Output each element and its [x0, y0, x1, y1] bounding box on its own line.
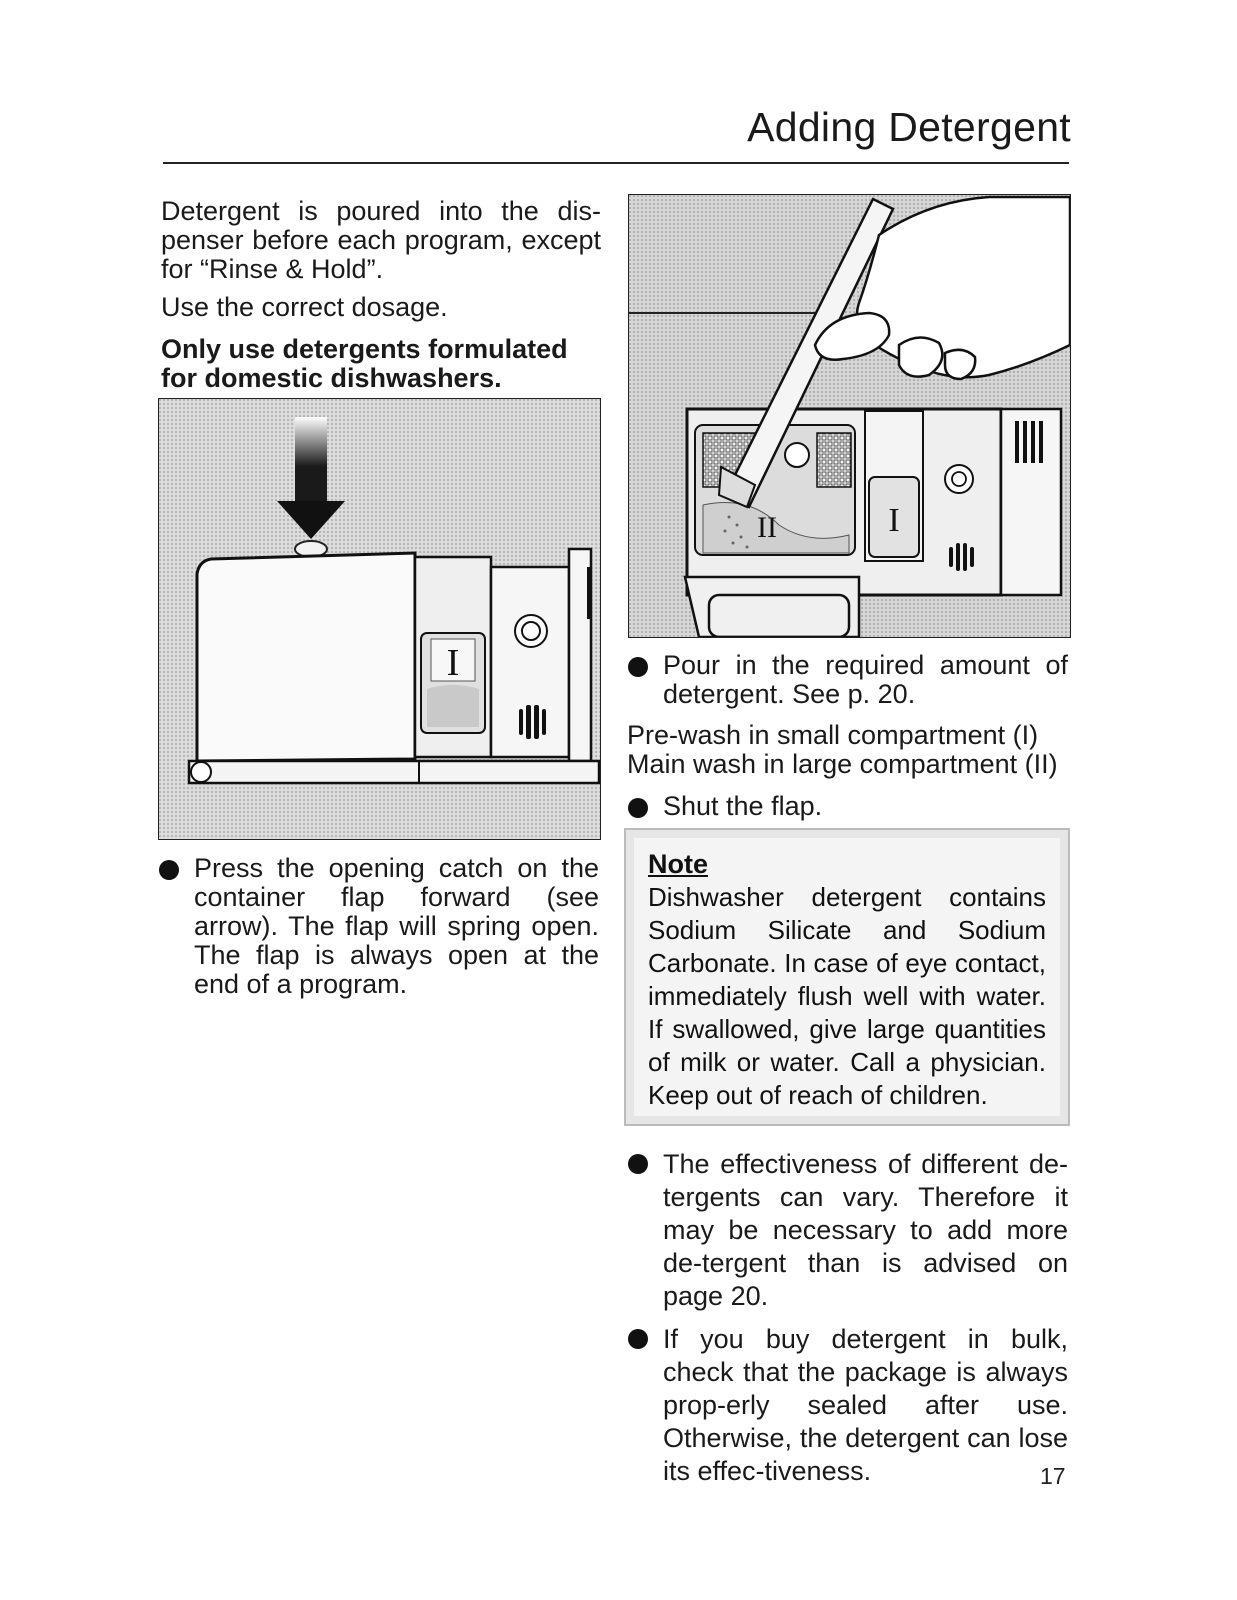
mainwash-line: Main wash in large compartment (II): [627, 749, 1058, 779]
svg-text:I: I: [888, 502, 900, 539]
page-number: 17: [1040, 1463, 1066, 1489]
bullet-dot-icon: [628, 798, 648, 818]
bullet-dot-icon: [628, 1154, 648, 1174]
bullet-dot-icon: [628, 1329, 648, 1349]
svg-text:I: I: [446, 642, 460, 684]
bullet-dot-icon: [628, 657, 648, 677]
header-rule: [163, 162, 1069, 164]
bullet-effectiveness: The effectiveness of different de-tergents can vary. Therefore it may be necessary to add more de-tergent than is advised on page 20.: [628, 1148, 1068, 1313]
svg-text:II: II: [757, 511, 777, 544]
safety-note-box: [624, 828, 1070, 1126]
dispenser-flap-illustration: [158, 398, 601, 840]
warning-paragraph: Only use detergents formulated for domestic dishwashers.: [161, 334, 568, 393]
prewash-line: Pre-wash in small compartment (I): [627, 720, 1039, 750]
pouring-detergent-illustration: [628, 194, 1071, 638]
note-heading: Note: [648, 849, 708, 879]
bullet-pour-detergent: Pour in the required amount of detergent. See p. 20.: [628, 651, 1068, 709]
note-body: Dishwasher detergent contains Sodium Silicate and Sodium Carbonate. In case of eye contact, immediately flush well with water. If swallowed, give large quantities of milk or water. Call a physician. Keep out of reach of children.: [648, 882, 1046, 1110]
bullet-shut-flap: Shut the flap.: [628, 792, 1068, 821]
bullet-dot-icon: [159, 860, 179, 880]
page-title: Adding Detergent: [747, 104, 1071, 150]
intro-paragraph: Detergent is poured into the dis-penser before each program, except for “Rinse & Hold”.: [161, 196, 601, 284]
bullet-bulk-storage: If you buy detergent in bulk, check that the package is always prop-erly sealed after use. Otherwise, the detergent can lose its effec-tiveness.: [628, 1323, 1068, 1488]
dosage-paragraph: Use the correct dosage.: [161, 292, 448, 322]
bullet-press-catch: Press the opening catch on the container flap forward (see arrow). The flap will spring open. The flap is always open at the end of a program.: [159, 854, 599, 999]
